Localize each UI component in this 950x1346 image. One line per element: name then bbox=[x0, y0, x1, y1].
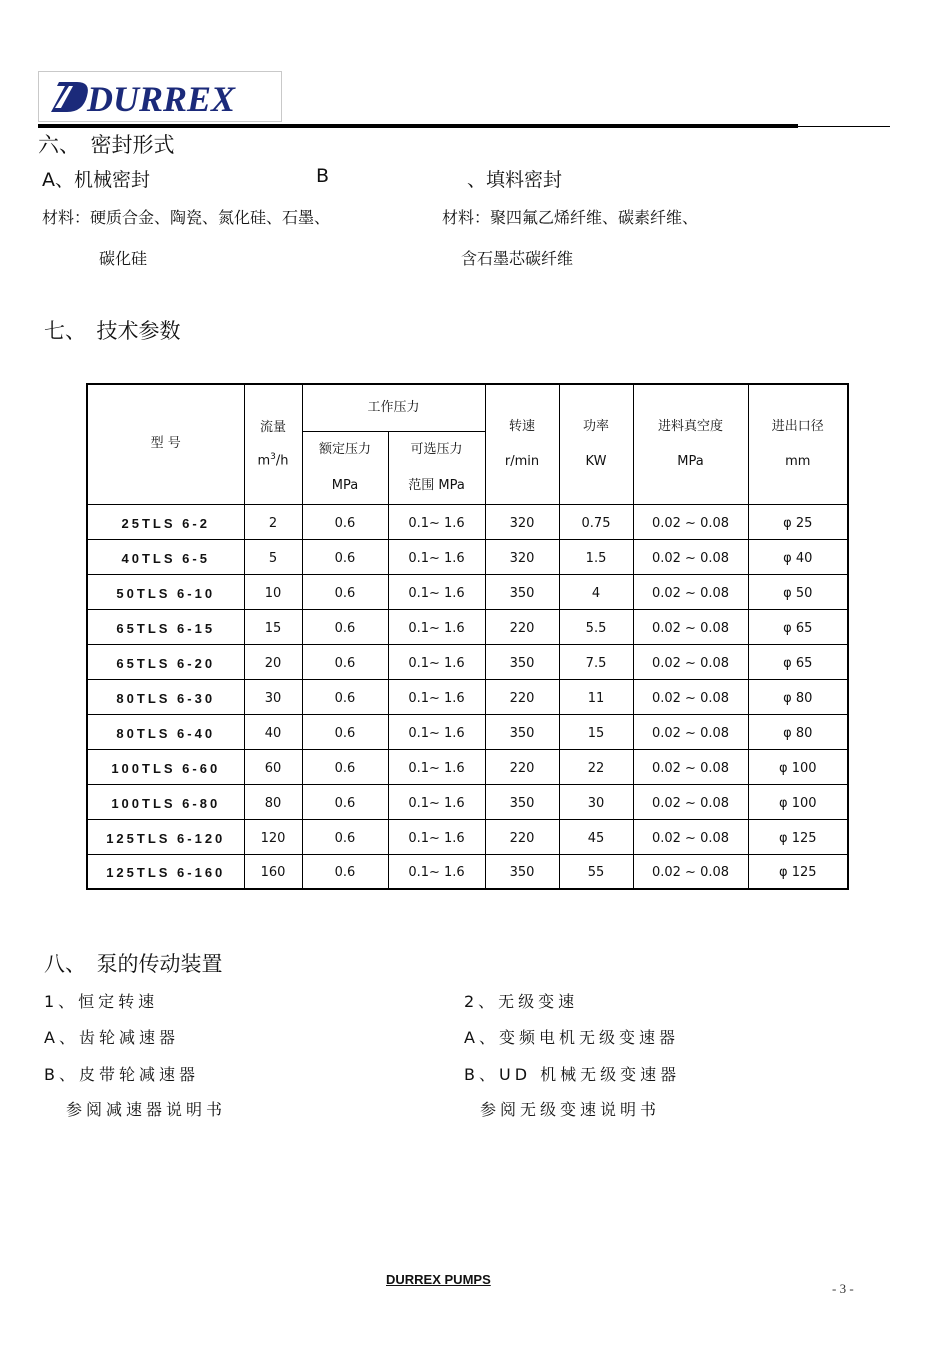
cell-rated-pressure: 0.6 bbox=[302, 574, 388, 609]
cell-diameter: φ 25 bbox=[748, 504, 848, 539]
cell-speed: 220 bbox=[485, 819, 559, 854]
cell-diameter: φ 125 bbox=[748, 819, 848, 854]
cell-pressure-range: 0.1~ 1.6 bbox=[388, 679, 485, 714]
table-row bbox=[87, 854, 848, 889]
table-row bbox=[87, 609, 848, 644]
cell-diameter: φ 100 bbox=[748, 749, 848, 784]
material-b-line2: 含石墨芯碳纤维 bbox=[461, 249, 574, 268]
cell-diameter: φ 80 bbox=[748, 714, 848, 749]
cell-model: 80TLS 6-30 bbox=[87, 679, 244, 714]
durrex-logo-icon bbox=[47, 78, 277, 118]
logo-text: DURREX bbox=[87, 79, 236, 118]
cell-pressure-range: 0.1~ 1.6 bbox=[388, 609, 485, 644]
section6-title: 六、 密封形式 bbox=[38, 133, 175, 157]
cell-vacuum: 0.02 ~ 0.08 bbox=[633, 679, 748, 714]
drive-right-heading: 2、无级变速 bbox=[464, 992, 579, 1011]
table-row bbox=[87, 574, 848, 609]
cell-speed: 220 bbox=[485, 609, 559, 644]
header-model: 型 号 bbox=[87, 384, 244, 504]
cell-vacuum: 0.02 ~ 0.08 bbox=[633, 854, 748, 889]
cell-pressure-range: 0.1~ 1.6 bbox=[388, 574, 485, 609]
cell-pressure-range: 0.1~ 1.6 bbox=[388, 539, 485, 574]
cell-rated-pressure: 0.6 bbox=[302, 819, 388, 854]
drive-right-item-b: B、UD 机械无级变速器 bbox=[464, 1065, 681, 1084]
cell-diameter: φ 65 bbox=[748, 644, 848, 679]
cell-flow: 20 bbox=[244, 644, 302, 679]
cell-flow: 120 bbox=[244, 819, 302, 854]
cell-vacuum: 0.02 ~ 0.08 bbox=[633, 539, 748, 574]
cell-diameter: φ 65 bbox=[748, 609, 848, 644]
cell-vacuum: 0.02 ~ 0.08 bbox=[633, 644, 748, 679]
drive-right-item-a: A、变频电机无级变速器 bbox=[464, 1028, 679, 1047]
drive-left-item-b: B、皮带轮减速器 bbox=[44, 1065, 199, 1084]
cell-model: 100TLS 6-60 bbox=[87, 749, 244, 784]
seal-option-a: A、机械密封 bbox=[42, 169, 150, 191]
cell-diameter: φ 100 bbox=[748, 784, 848, 819]
cell-power: 1.5 bbox=[559, 539, 633, 574]
table-row bbox=[87, 679, 848, 714]
cell-speed: 350 bbox=[485, 854, 559, 889]
cell-pressure-range: 0.1~ 1.6 bbox=[388, 504, 485, 539]
cell-vacuum: 0.02 ~ 0.08 bbox=[633, 714, 748, 749]
cell-rated-pressure: 0.6 bbox=[302, 714, 388, 749]
cell-flow: 160 bbox=[244, 854, 302, 889]
section7-title: 七、 技术参数 bbox=[44, 319, 181, 343]
cell-power: 7.5 bbox=[559, 644, 633, 679]
material-a-line2: 碳化硅 bbox=[99, 249, 148, 268]
cell-rated-pressure: 0.6 bbox=[302, 539, 388, 574]
cell-power: 5.5 bbox=[559, 609, 633, 644]
header-optional-pressure: 可选压力 范围 MPa bbox=[388, 431, 485, 504]
cell-model: 125TLS 6-120 bbox=[87, 819, 244, 854]
cell-vacuum: 0.02 ~ 0.08 bbox=[633, 749, 748, 784]
cell-speed: 350 bbox=[485, 644, 559, 679]
table-row bbox=[87, 504, 848, 539]
section8-title: 八、 泵的传动装置 bbox=[44, 952, 223, 976]
cell-model: 100TLS 6-80 bbox=[87, 784, 244, 819]
cell-flow: 60 bbox=[244, 749, 302, 784]
header-flow: 流量 $m^3/h$ bbox=[244, 384, 302, 504]
cell-power: 55 bbox=[559, 854, 633, 889]
cell-model: 40TLS 6-5 bbox=[87, 539, 244, 574]
cell-vacuum: 0.02 ~ 0.08 bbox=[633, 504, 748, 539]
cell-pressure-range: 0.1~ 1.6 bbox=[388, 784, 485, 819]
cell-speed: 220 bbox=[485, 749, 559, 784]
cell-power: 15 bbox=[559, 714, 633, 749]
table-row bbox=[87, 784, 848, 819]
header-speed: 转速 r/min bbox=[485, 384, 559, 504]
cell-power: 4 bbox=[559, 574, 633, 609]
cell-vacuum: 0.02 ~ 0.08 bbox=[633, 819, 748, 854]
drive-left-item-a: A、齿轮减速器 bbox=[44, 1028, 179, 1047]
company-logo bbox=[38, 71, 282, 122]
cell-power: 11 bbox=[559, 679, 633, 714]
cell-pressure-range: 0.1~ 1.6 bbox=[388, 749, 485, 784]
header-vacuum: 进料真空度 MPa bbox=[633, 384, 748, 504]
cell-rated-pressure: 0.6 bbox=[302, 854, 388, 889]
footer-brand: DURREX PUMPS bbox=[386, 1272, 491, 1287]
cell-pressure-range: 0.1~ 1.6 bbox=[388, 819, 485, 854]
cell-flow: 10 bbox=[244, 574, 302, 609]
table-row bbox=[87, 539, 848, 574]
page-number: - 3 - bbox=[832, 1281, 854, 1296]
table-row bbox=[87, 819, 848, 854]
drive-left-heading: 1、恒定转速 bbox=[44, 992, 159, 1011]
cell-model: 65TLS 6-15 bbox=[87, 609, 244, 644]
spec-table-body bbox=[87, 504, 848, 889]
cell-rated-pressure: 0.6 bbox=[302, 679, 388, 714]
cell-rated-pressure: 0.6 bbox=[302, 749, 388, 784]
cell-flow: 80 bbox=[244, 784, 302, 819]
cell-speed: 350 bbox=[485, 784, 559, 819]
table-row bbox=[87, 714, 848, 749]
cell-model: 125TLS 6-160 bbox=[87, 854, 244, 889]
seal-option-b: 、填料密封 bbox=[467, 169, 563, 191]
drive-right-note: 参阅无级变速说明书 bbox=[480, 1100, 661, 1119]
cell-flow: 5 bbox=[244, 539, 302, 574]
cell-speed: 220 bbox=[485, 679, 559, 714]
cell-vacuum: 0.02 ~ 0.08 bbox=[633, 574, 748, 609]
cell-diameter: φ 80 bbox=[748, 679, 848, 714]
cell-power: 0.75 bbox=[559, 504, 633, 539]
cell-power: 22 bbox=[559, 749, 633, 784]
cell-flow: 2 bbox=[244, 504, 302, 539]
cell-diameter: φ 50 bbox=[748, 574, 848, 609]
cell-rated-pressure: 0.6 bbox=[302, 644, 388, 679]
cell-vacuum: 0.02 ~ 0.08 bbox=[633, 609, 748, 644]
table-row bbox=[87, 749, 848, 784]
header-power: 功率 KW bbox=[559, 384, 633, 504]
header-diameter: 进出口径 mm bbox=[748, 384, 848, 504]
cell-flow: 30 bbox=[244, 679, 302, 714]
cell-rated-pressure: 0.6 bbox=[302, 784, 388, 819]
cell-model: 80TLS 6-40 bbox=[87, 714, 244, 749]
cell-rated-pressure: 0.6 bbox=[302, 609, 388, 644]
cell-flow: 15 bbox=[244, 609, 302, 644]
cell-model: 50TLS 6-10 bbox=[87, 574, 244, 609]
table-row bbox=[87, 644, 848, 679]
header-rule-thin bbox=[798, 126, 890, 127]
header-rule bbox=[38, 124, 798, 128]
cell-flow: 40 bbox=[244, 714, 302, 749]
header-rated-pressure: 额定压力 MPa bbox=[302, 431, 388, 504]
cell-pressure-range: 0.1~ 1.6 bbox=[388, 644, 485, 679]
cell-power: 30 bbox=[559, 784, 633, 819]
cell-vacuum: 0.02 ~ 0.08 bbox=[633, 784, 748, 819]
cell-model: 65TLS 6-20 bbox=[87, 644, 244, 679]
material-b-line1: 材料：聚四氟乙烯纤维、碳素纤维、 bbox=[442, 208, 699, 227]
seal-option-b-letter: B bbox=[316, 165, 330, 187]
cell-pressure-range: 0.1~ 1.6 bbox=[388, 714, 485, 749]
header-working-pressure: 工作压力 bbox=[302, 384, 485, 431]
cell-power: 45 bbox=[559, 819, 633, 854]
table-header-row bbox=[87, 384, 848, 431]
cell-rated-pressure: 0.6 bbox=[302, 504, 388, 539]
cell-speed: 320 bbox=[485, 504, 559, 539]
material-a-line1: 材料：硬质合金、陶瓷、氮化硅、石墨、 bbox=[42, 208, 331, 227]
cell-diameter: φ 40 bbox=[748, 539, 848, 574]
drive-left-note: 参阅减速器说明书 bbox=[66, 1100, 227, 1119]
cell-model: 25TLS 6-2 bbox=[87, 504, 244, 539]
spec-table bbox=[86, 383, 849, 890]
cell-speed: 350 bbox=[485, 574, 559, 609]
cell-speed: 350 bbox=[485, 714, 559, 749]
cell-speed: 320 bbox=[485, 539, 559, 574]
cell-diameter: φ 125 bbox=[748, 854, 848, 889]
cell-pressure-range: 0.1~ 1.6 bbox=[388, 854, 485, 889]
